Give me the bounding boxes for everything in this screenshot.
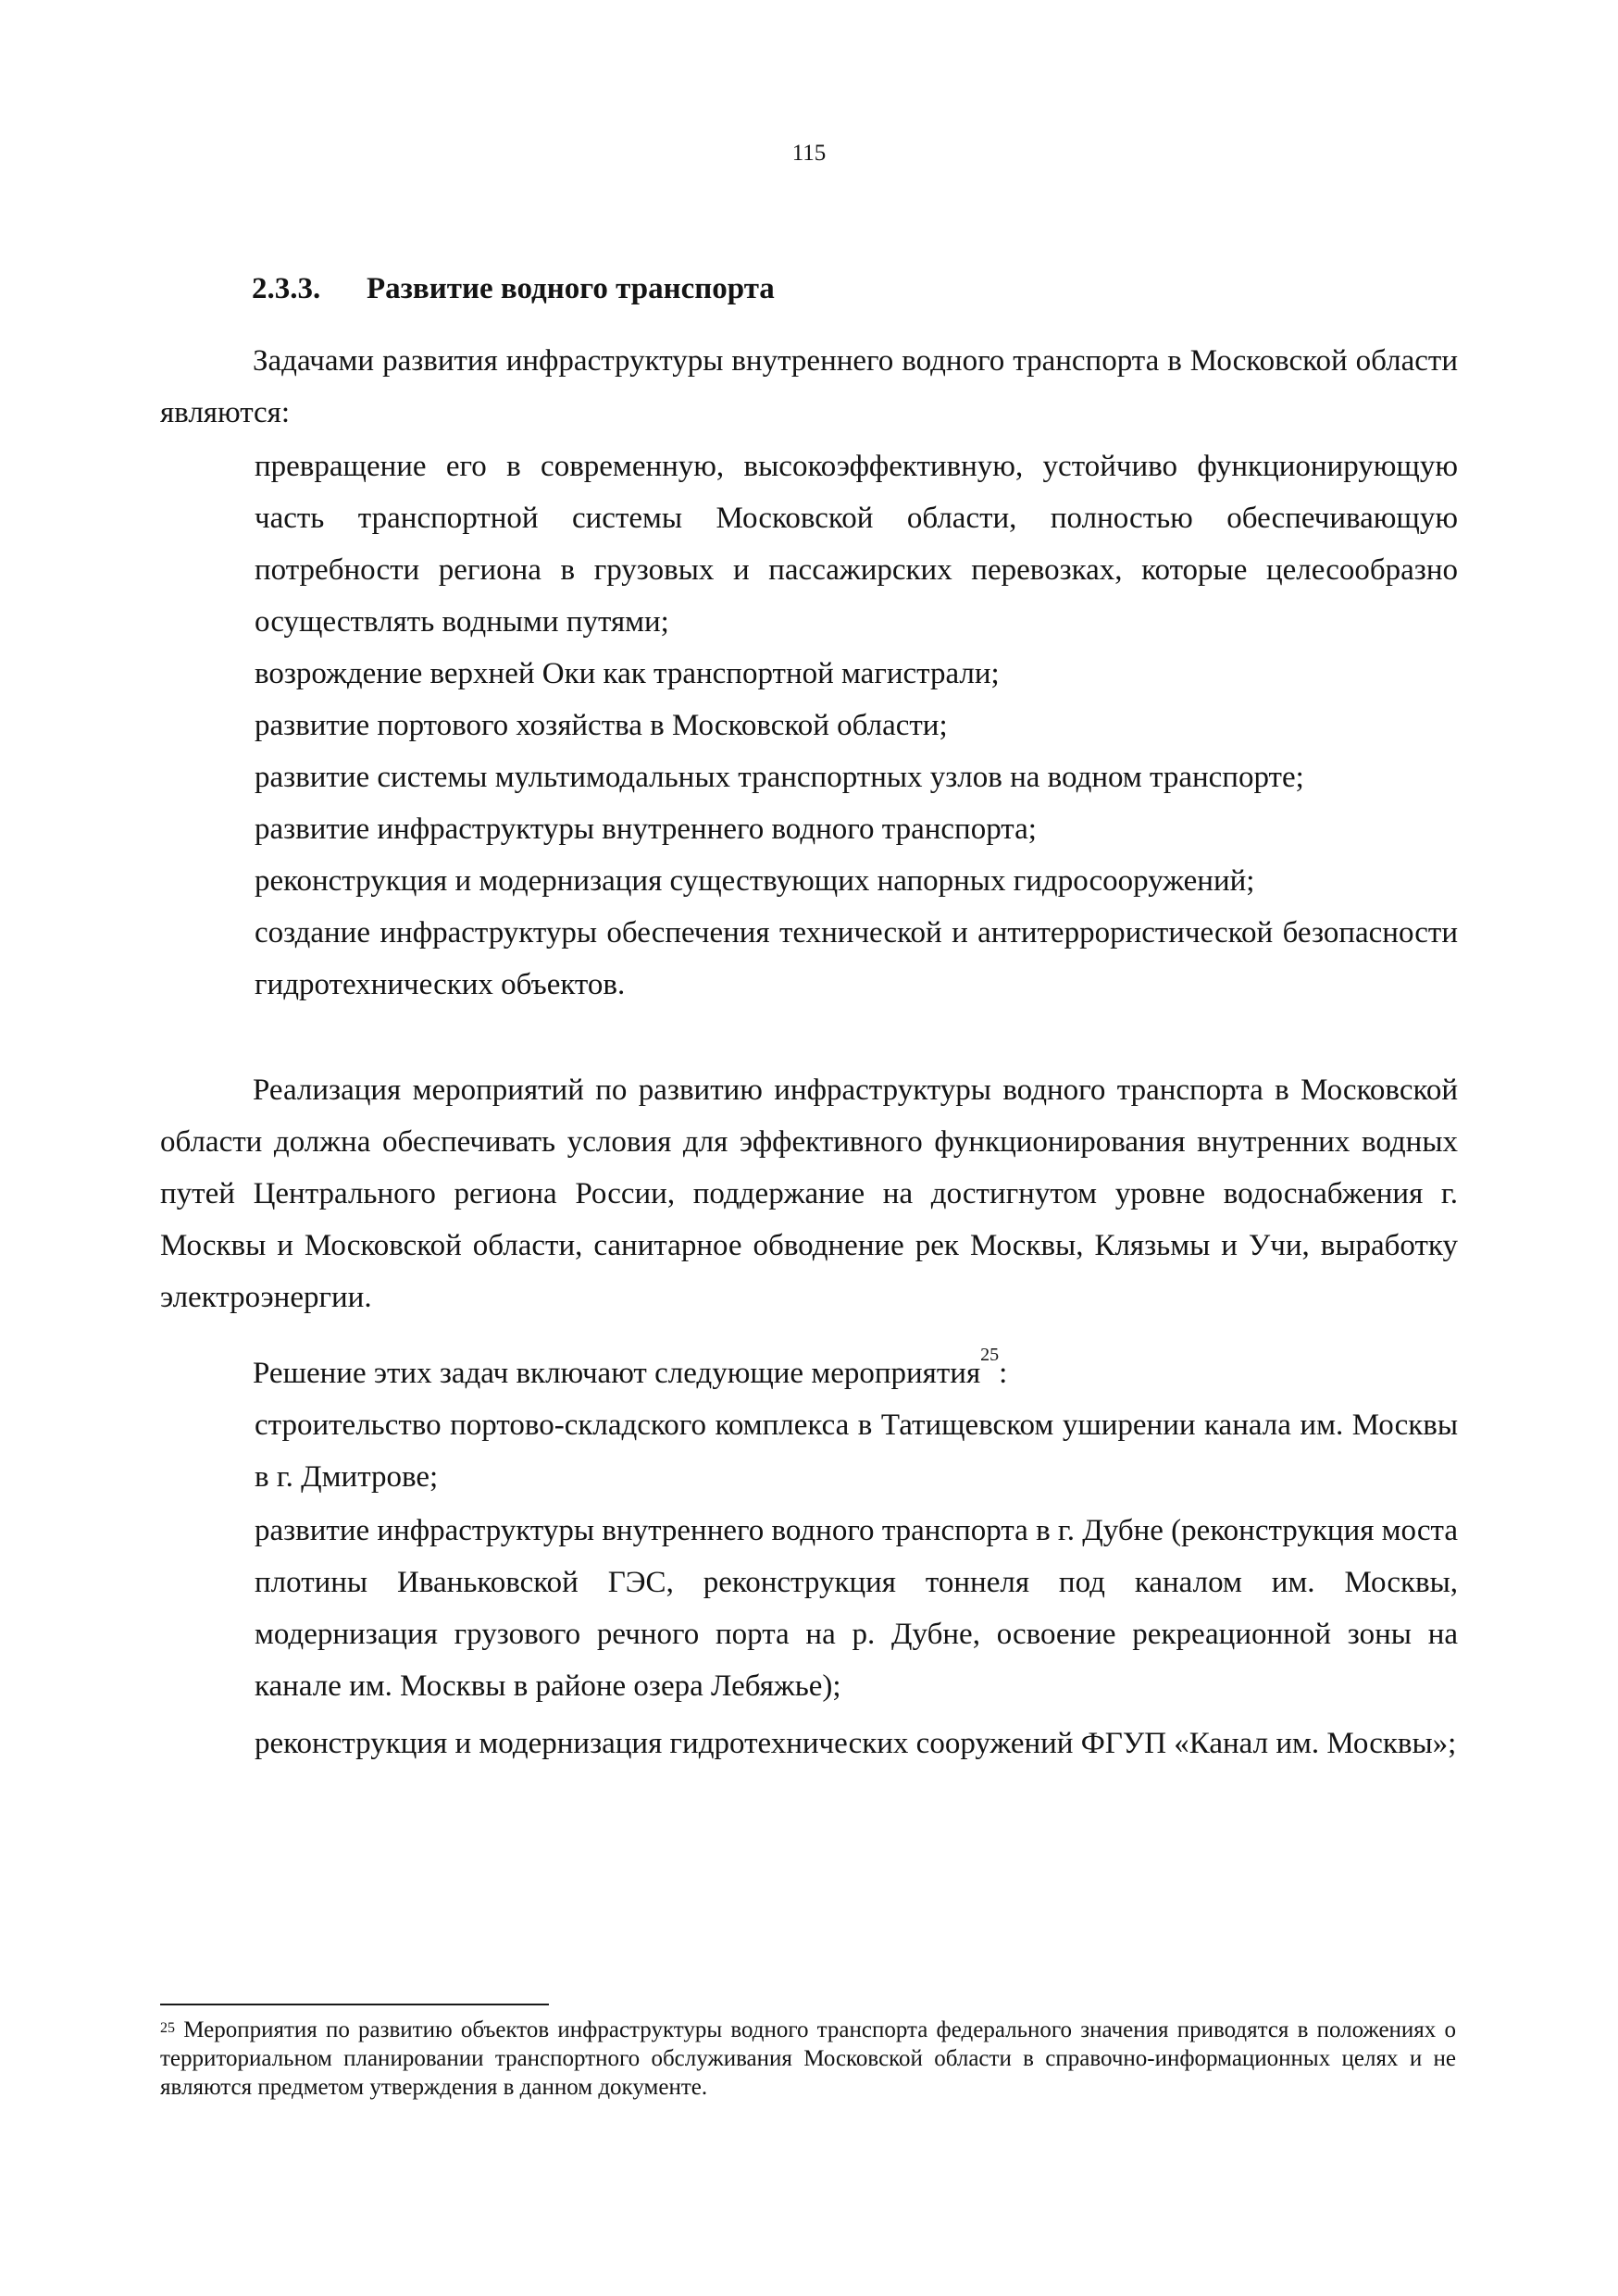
footnote-reference[interactable]: 25 xyxy=(980,1345,1000,1365)
measure-item: строительство портово-складского комплекса в Татищевском уширении канала им. Москвы в г. Дмитрове; xyxy=(255,1409,1458,1494)
task-item: реконструкция и модернизация существующих напорных гидросооружений; xyxy=(255,864,1255,898)
footnote xyxy=(160,2016,1456,2102)
footnote-text: Мероприятия по развитию объектов инфраструктуры водного транспорта федерального значения приводятся в положениях о территориальном планировании транспортного обслуживания Московской области в справочно-информационных целях и не являются предметом утверждения в данном документе. xyxy=(160,2017,1457,2100)
task-item: создание инфраструктуры обеспечения технической и антитеррористической безопасности гидротехнических объектов. xyxy=(255,916,1458,1001)
realization-paragraph: Реализация мероприятий по развитию инфраструктуры водного транспорта в Московской области должна обеспечивать условия для эффективного функционирования внутренних водных путей Центрального региона России, поддержание на достигнутом уровне водоснабжения г. Москвы и Московской области, санитарное обводнение рек Москвы, Клязьмы и Учи, выработку электроэнергии. xyxy=(160,1074,1458,1314)
measure-item: реконструкция и модернизация гидротехнических сооружений ФГУП «Канал им. Москвы»; xyxy=(255,1727,1457,1760)
section-heading xyxy=(252,272,775,306)
measure-item: развитие инфраструктуры внутреннего водного транспорта в г. Дубне (реконструкция моста плотины Иваньковской ГЭС, реконструкция тоннеля под каналом им. Москвы, модернизация грузового речного порта на р. Дубне, освоение рекреационной зоны на канале им. Москвы в районе озера Лебяжье); xyxy=(255,1514,1458,1703)
measures-intro-text: Решение этих задач включают следующие мероприятия xyxy=(253,1357,981,1390)
footnote-separator xyxy=(160,2004,549,2005)
task-item: превращение его в современную, высокоэффективную, устойчиво функционирующую часть транспортной системы Московской области, полностью обеспечивающую потребности региона в грузовых и пассажирских перевозках, которые целесообразно осуществлять водными путями; xyxy=(255,450,1458,639)
section-title: Развитие водного транспорта xyxy=(367,272,775,305)
page-number: 115 xyxy=(791,141,827,166)
measures-intro-colon: : xyxy=(999,1357,1008,1390)
task-item: развитие инфраструктуры внутреннего водного транспорта; xyxy=(255,813,1037,846)
task-item: развитие портового хозяйства в Московской области; xyxy=(255,709,948,742)
task-item: развитие системы мультимодальных транспортных узлов на водном транспорте; xyxy=(255,761,1304,794)
task-item: возрождение верхней Оки как транспортной магистрали; xyxy=(255,657,1000,690)
measures-intro xyxy=(160,1347,1458,1399)
footnote-number: 25 xyxy=(160,2020,175,2036)
intro-paragraph: Задачами развития инфраструктуры внутреннего водного транспорта в Московской области являются: xyxy=(160,344,1458,429)
section-number: 2.3.3. xyxy=(252,272,321,305)
